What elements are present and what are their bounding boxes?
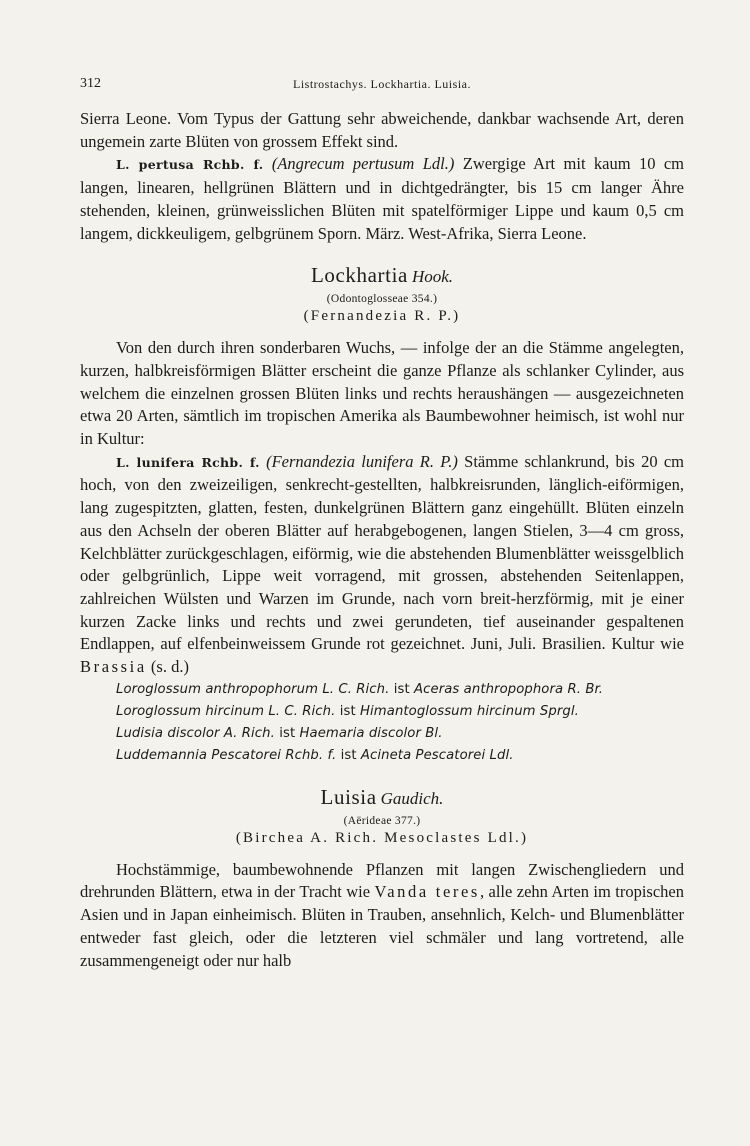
- genus-synonym: (Fernandezia R. P.): [303, 308, 461, 325]
- synonym-line: [116, 723, 684, 745]
- running-head: [80, 76, 684, 98]
- species-entry-lunifera: [80, 451, 684, 679]
- tribe-reference: (Aëridеае 377.): [343, 814, 421, 827]
- genus-description: [80, 859, 684, 973]
- culture-reference: Brassia: [80, 657, 147, 677]
- synonym-line: [116, 745, 684, 767]
- species-description: Stämme schlankrund, bis 20 cm hoch, von den zweizeiligen, senkrecht-gestellten, halbkreisrunden, länglich-eiförmigen, lang zugespitzten, glatten, festen, dunkelgrünen Blättern ganz eingehüllt. Blüten einzeln aus den Achseln der oberen Blätter auf herabgebogenen, langen Stielen, 3—4 cm gross, Kelchblätter zurückgeschlagen, eiförmig, wie die abstehenden Blumenblätter weissgelblich oder gelbgrünlich, Lippe weit vorragend, mit grossen, abstehenden Seitenlappen, zahlreichen Wülsten und Warzen im Grunde, nach vorn breit-herzförmig, mit je einer kurzen Zacke links und rechts und zwei gerundeten, tief auseinander gespaltenen Endlappen, auf elfenbeinweissem Grunde rot gezeichnet. Juni, Juli. Brasilien. Kultur wie: [80, 451, 685, 654]
- accepted-name: Himantoglossum hircinum Sprgl.: [360, 703, 579, 719]
- accepted-name: Haemaria discolor Bl.: [299, 725, 443, 741]
- running-title: Listrostachys. Lockhartia. Luisia.: [293, 77, 471, 91]
- page: [80, 76, 684, 972]
- synonym-line: [116, 701, 684, 723]
- species-synonym: (Angrecum pertusum Ldl.): [271, 154, 455, 174]
- synonym-list: [80, 679, 684, 767]
- synonym-connector: ist: [279, 725, 296, 741]
- synonym-connector: ist: [340, 747, 357, 763]
- genus-description-text: Hochstämmige, baumbewohnende Pflanzen mit langen Zwischengliedern und drehrunden Blättern, etwa in der Tracht wie: [80, 859, 684, 902]
- page-number: 312: [80, 76, 101, 91]
- synonym-line: [116, 679, 684, 701]
- synonym-name: Ludisia discolor A. Rich.: [116, 725, 275, 741]
- species-name: L. lunifera Rchb. f.: [116, 454, 260, 470]
- genus-description-text-cont: , alle zehn Arten im tropischen Asien und in Japan einheimisch. Blüten in Trauben, ansehnlich, Kelch- und Blumenblätter entweder fast gleich, oder die letzteren viel schmäler und lang vortretend, alle zusammengeneigt oder nur halb: [80, 882, 685, 970]
- genus-title: Lockhartia: [310, 263, 408, 288]
- synonym-name: Luddemannia Pescatorei Rchb. f.: [116, 747, 337, 763]
- synonym-name: Loroglossum anthropophorum L. C. Rich.: [116, 681, 390, 697]
- synonym-name: Loroglossum hircinum L. C. Rich.: [116, 703, 336, 719]
- genus-title: Luisia: [320, 784, 377, 809]
- synonym-connector: ist: [393, 681, 410, 697]
- listrostachys-continuation: Sierra Leone. Vom Typus der Gattung sehr abweichende, dankbar wachsende Art, deren ungemein zarte Blüten von grossem Effekt sind.: [80, 109, 684, 151]
- genus-heading-luisia: [80, 785, 684, 847]
- species-name: L. pertusa Rchb. f.: [116, 157, 264, 173]
- genus-heading-lockhartia: [80, 263, 684, 325]
- genus-synonym: (Birchea A. Rich. Mesoclastes Ldl.): [235, 829, 529, 846]
- genus-description: Von den durch ihren sonderbaren Wuchs, — infolge der an die Stämme angelegten, kurzen, halbkreisförmigen Blätter erscheint die ganze Pflanze als schlanker Cylinder, aus welchem die einzelnen grossen Blüten links und rechts heraushängen — ausgezeichneten etwa 20 Arten, sämtlich im tropischen Amerika als Baumbewohner heimisch, ist wohl nur in Kultur:: [80, 338, 684, 449]
- species-entry-pertusa: [80, 153, 684, 245]
- accepted-name: Acineta Pescatorei Ldl.: [360, 747, 514, 763]
- comparison-reference: Vanda teres: [374, 882, 480, 902]
- genus-author: Gaudich.: [380, 788, 444, 808]
- accepted-name: Aceras anthropophora R. Br.: [414, 681, 604, 697]
- genus-author: Hook.: [411, 267, 454, 287]
- species-synonym: (Fernandezia lunifera R. P.): [266, 451, 458, 471]
- culture-reference-note: (s. d.): [150, 657, 189, 677]
- synonym-connector: ist: [339, 703, 356, 719]
- species-description: Zwergige Art mit kaum 10 cm langen, linearen, hellgrünen Blättern und in dichtgedrängter, bis 15 cm langer Ähre stehenden, kleinen, grünweisslichen Blüten mit spatelförmiger Lippe und kaum 0,5 cm langem, dickkeuligem, gelbgrünem Sporn. März. West-Afrika, Sierra Leone.: [80, 154, 685, 243]
- tribe-reference: (Odontoglosseae 354.): [326, 293, 438, 306]
